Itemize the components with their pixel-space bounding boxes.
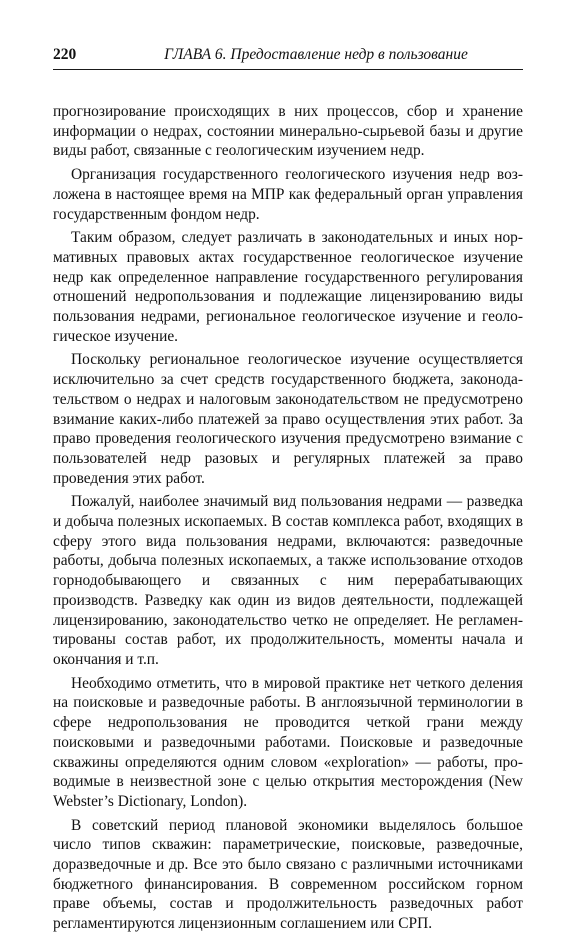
paragraph: В советский период плановой экономики выделялось большое число типов скважин: параметрические, поисковые, разведочные, доразведочные и др. Все это было связано с различными источниками бюджетного финансирования. В современном российском горном праве объемы, состав и продолжительность разведочных работ регламентируются лицензионным соглашением или СРП. (53, 816, 523, 933)
page-number: 220 (53, 46, 77, 63)
paragraph: Организация государственного геологического изучения недр возложена в настоящее время на МПР как федеральный орган управления государственным фондом недр. (53, 166, 523, 223)
paragraph: прогнозирование происходящих в них процессов, сбор и хранение информации о недрах, состоянии минерально-сырьевой базы и другие виды работ, связанные с геологическим изучением недр. (53, 103, 523, 160)
paragraph: Таким образом, следует различать в законодательных и иных нормативных правовых актах государственное геологическое изучение недр как определенное направление государственного регулирования отношений недропользования и подлежащие лицензированию виды пользования недрами, региональное геологическое изучение и геологическое изучение. (53, 229, 523, 345)
paragraph: Пожалуй, наиболее значимый вид пользования недрами — разведка и добыча полезных ископаемых. В состав комплекса работ, входящих в сферу этого вида пользования недрами, включаются: разведочные работы, добыча полезных ископаемых, а также использование отходов горнодобывающего и связанных с ним перерабатывающих производств. Разведку как один из видов деятельности, подлежащей лицензированию, законодательство четко не определяет. Не регламентированы состав работ, их продолжительность, моменты начала и окончания и т.п. (53, 493, 523, 668)
chapter-title: ГЛАВА 6. Предоставление недр в пользование (164, 46, 468, 63)
paragraph: Необходимо отметить, что в мировой практике нет четкого деления на поисковые и разведочные работы. В англоязычной терминологии в сфере недропользования не проводится четкой грани между поисковыми и разведочными работами. Поисковые и разведочные скважины определяются одним словом «exploration» — работы, проводимые в неизвестной зоне с целью открытия месторождения (New Webster’s Dictionary, London). (53, 674, 523, 810)
paragraph: Поскольку региональное геологическое изучение осуществляется исключительно за счет средств государственного бюджета, законодательством о недрах и налоговым законодательством не предусмотрено взимание каких-либо платежей за право осуществления этих работ. За право проведения геологического изучения предусмотрено взимание с пользователей недр разовых и регулярных платежей за право проведения этих работ. (53, 351, 523, 487)
running-header (53, 46, 523, 70)
body-text (53, 102, 523, 934)
